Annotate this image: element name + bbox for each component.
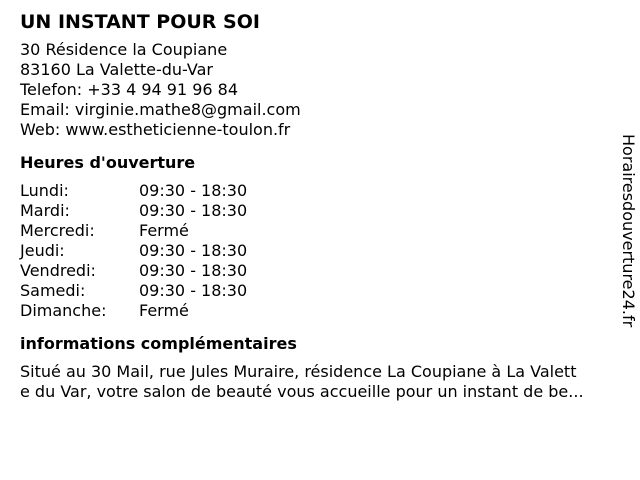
phone-line: Telefon: +33 4 94 91 96 84 bbox=[20, 80, 239, 99]
email-line: Email: virginie.mathe8@gmail.com bbox=[20, 100, 301, 119]
info-text-line-1: Situé au 30 Mail, rue Jules Muraire, résidence La Coupiane à La Valett bbox=[20, 362, 577, 381]
hours-row-sunday bbox=[20, 301, 630, 321]
site-watermark: Horairesdouverture24.fr bbox=[619, 134, 638, 328]
address-line-2: 83160 La Valette-du-Var bbox=[20, 60, 213, 79]
day-label: Mardi: bbox=[20, 201, 70, 220]
hours-table bbox=[20, 181, 630, 321]
hours-value: 09:30 - 18:30 bbox=[139, 181, 248, 200]
business-card bbox=[20, 8, 630, 402]
day-label: Dimanche: bbox=[20, 301, 107, 320]
hours-value: 09:30 - 18:30 bbox=[139, 281, 248, 300]
day-label: Jeudi: bbox=[20, 241, 65, 260]
hours-value: Fermé bbox=[139, 301, 189, 320]
hours-row-saturday bbox=[20, 281, 630, 301]
business-name: UN INSTANT POUR SOI bbox=[20, 11, 260, 33]
hours-row-thursday bbox=[20, 241, 630, 261]
day-label: Mercredi: bbox=[20, 221, 95, 240]
hours-row-tuesday bbox=[20, 201, 630, 221]
info-text-line-2: e du Var, votre salon de beauté vous accueille pour un instant de be... bbox=[20, 382, 584, 401]
hours-row-friday bbox=[20, 261, 630, 281]
address-line-1: 30 Résidence la Coupiane bbox=[20, 40, 228, 59]
day-label: Samedi: bbox=[20, 281, 86, 300]
day-label: Lundi: bbox=[20, 181, 69, 200]
hours-row-wednesday bbox=[20, 221, 630, 241]
hours-value: 09:30 - 18:30 bbox=[139, 201, 248, 220]
day-label: Vendredi: bbox=[20, 261, 96, 280]
hours-value: Fermé bbox=[139, 221, 189, 240]
hours-value: 09:30 - 18:30 bbox=[139, 261, 248, 280]
web-line: Web: www.estheticienne-toulon.fr bbox=[20, 120, 291, 139]
hours-value: 09:30 - 18:30 bbox=[139, 241, 248, 260]
hours-title: Heures d'ouverture bbox=[20, 153, 196, 172]
info-title: informations complémentaires bbox=[20, 334, 297, 353]
hours-row-monday bbox=[20, 181, 630, 201]
